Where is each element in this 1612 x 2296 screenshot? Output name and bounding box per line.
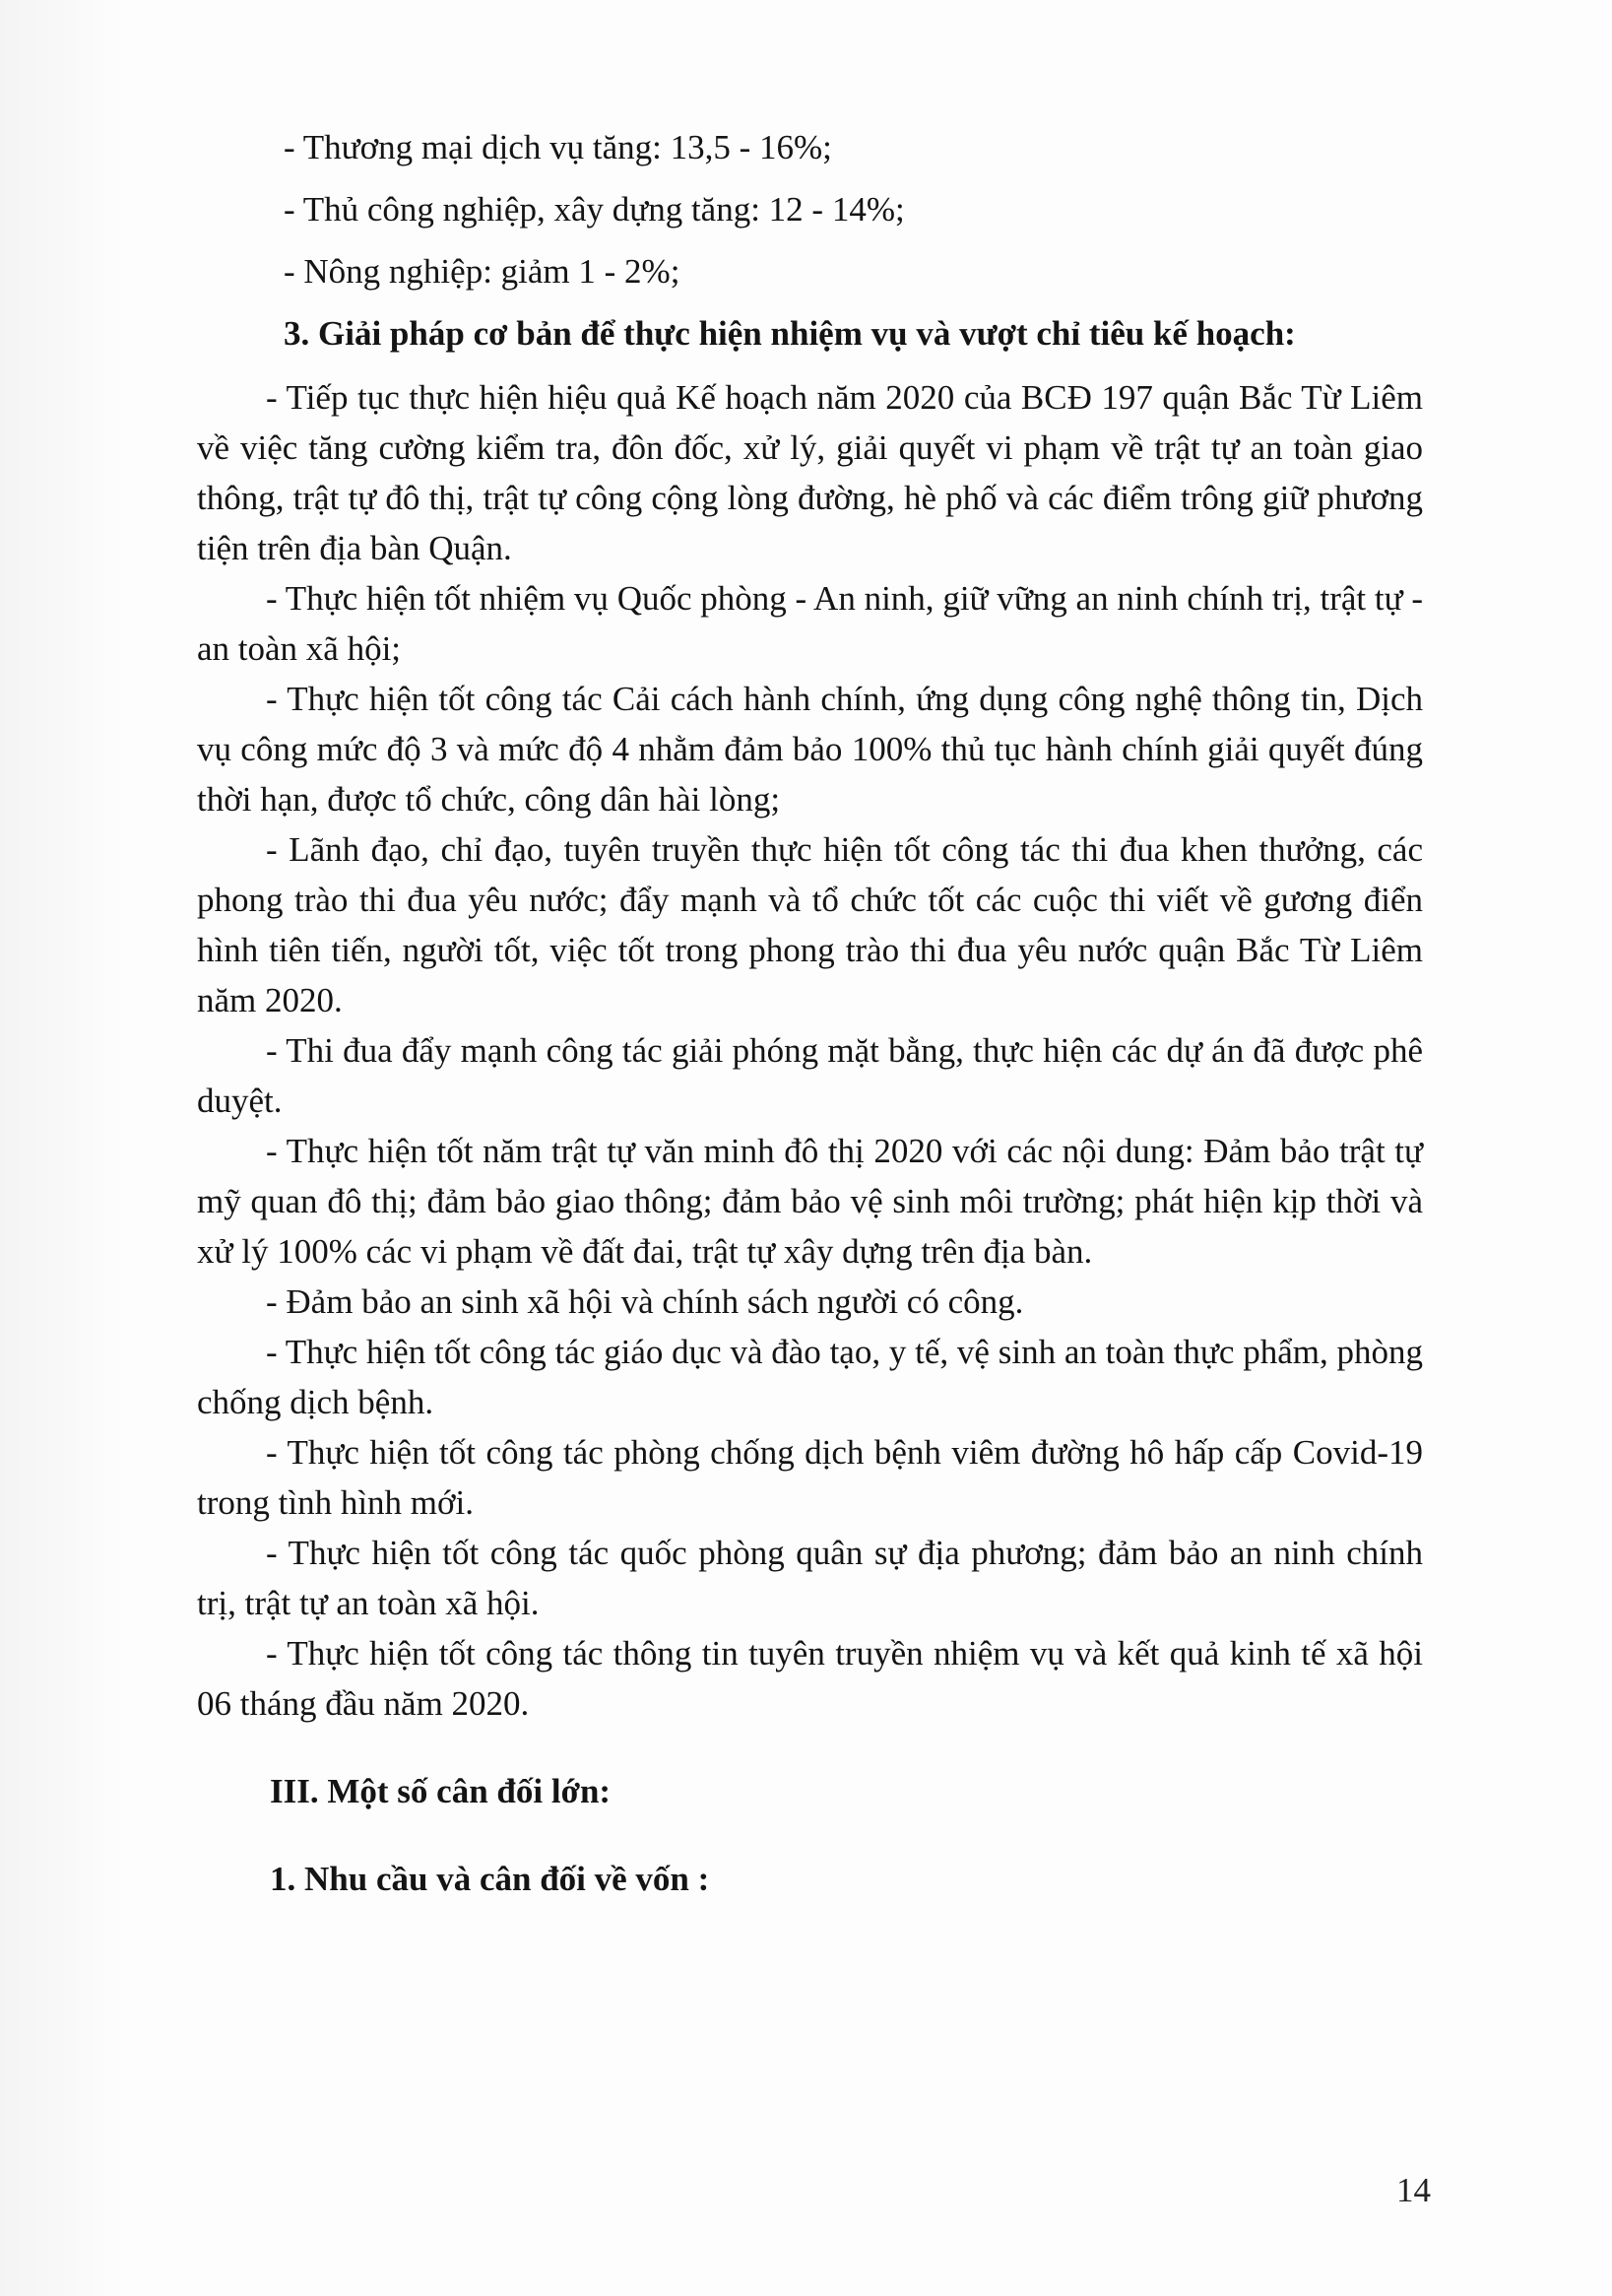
paragraph-education-health: - Thực hiện tốt công tác giáo dục và đào tạo, y tế, vệ sinh an toàn thực phẩm, phòng chống dịch bệnh. — [197, 1333, 1423, 1421]
bullet-handicraft-construction: - Thủ công nghiệp, xây dựng tăng: 12 - 14%; — [284, 190, 905, 229]
solutions-list — [197, 372, 1423, 1729]
paragraph-traffic-order: - Tiếp tục thực hiện hiệu quả Kế hoạch năm 2020 của BCĐ 197 quận Bắc Từ Liêm về việc tăng cường kiểm tra, đôn đốc, xử lý, giải quyết vi phạm về trật tự an toàn giao thông, trật tự đô thị, trật tự công cộng lòng đường, hè phố và các điểm trông giữ phương tiện trên địa bàn Quận. — [197, 378, 1423, 567]
paragraph-covid: - Thực hiện tốt công tác phòng chống dịch bệnh viêm đường hô hấp cấp Covid-19 trong tình hình mới. — [197, 1433, 1423, 1522]
paragraph-urban-order: - Thực hiện tốt năm trật tự văn minh đô thị 2020 với các nội dung: Đảm bảo trật tự mỹ quan đô thị; đảm bảo giao thông; đảm bảo vệ sinh môi trường; phát hiện kịp thời và xử lý 100% các vi phạm về đất đai, trật tự xây dựng trên địa bàn. — [197, 1132, 1423, 1271]
bullet-agriculture: - Nông nghiệp: giảm 1 - 2%; — [284, 252, 680, 291]
section-heading-3: 3. Giải pháp cơ bản để thực hiện nhiệm vụ và vượt chỉ tiêu kế hoạch: — [284, 314, 1296, 353]
paragraph-land-clearance: - Thi đua đẩy mạnh công tác giải phóng mặt bằng, thực hiện các dự án đã được phê duyệt. — [197, 1031, 1423, 1120]
paragraph-emulation: - Lãnh đạo, chỉ đạo, tuyên truyền thực hiện tốt công tác thi đua khen thưởng, các phong trào thi đua yêu nước; đẩy mạnh và tổ chức tốt các cuộc thi viết về gương điển hình tiên tiến, người tốt, việc tốt trong phong trào thi đua yêu nước quận Bắc Từ Liêm năm 2020. — [197, 830, 1423, 1019]
scan-shadow — [0, 0, 128, 2296]
page-number: 14 — [1396, 2171, 1431, 2209]
document-body — [197, 122, 1423, 1904]
paragraph-defense-security: - Thực hiện tốt nhiệm vụ Quốc phòng - An ninh, giữ vững an ninh chính trị, trật tự - an toàn xã hội; — [197, 579, 1423, 668]
bullet-commerce-services: - Thương mại dịch vụ tăng: 13,5 - 16%; — [284, 128, 832, 166]
subsection-heading-III-1: 1. Nhu cầu và cân đối về vốn : — [270, 1860, 710, 1898]
paragraph-admin-reform: - Thực hiện tốt công tác Cải cách hành chính, ứng dụng công nghệ thông tin, Dịch vụ công mức độ 3 và mức độ 4 nhằm đảm bảo 100% thủ tục hành chính giải quyết đúng thời hạn, được tổ chức, công dân hài lòng; — [197, 680, 1423, 819]
section-heading-III: III. Một số cân đối lớn: — [270, 1772, 612, 1810]
paragraph-military: - Thực hiện tốt công tác quốc phòng quân sự địa phương; đảm bảo an ninh chính trị, trật tự an toàn xã hội. — [197, 1534, 1423, 1622]
paragraph-communication: - Thực hiện tốt công tác thông tin tuyên truyền nhiệm vụ và kết quả kinh tế xã hội 06 tháng đầu năm 2020. — [197, 1634, 1423, 1723]
paragraph-social-security: - Đảm bảo an sinh xã hội và chính sách người có công. — [266, 1282, 1024, 1321]
